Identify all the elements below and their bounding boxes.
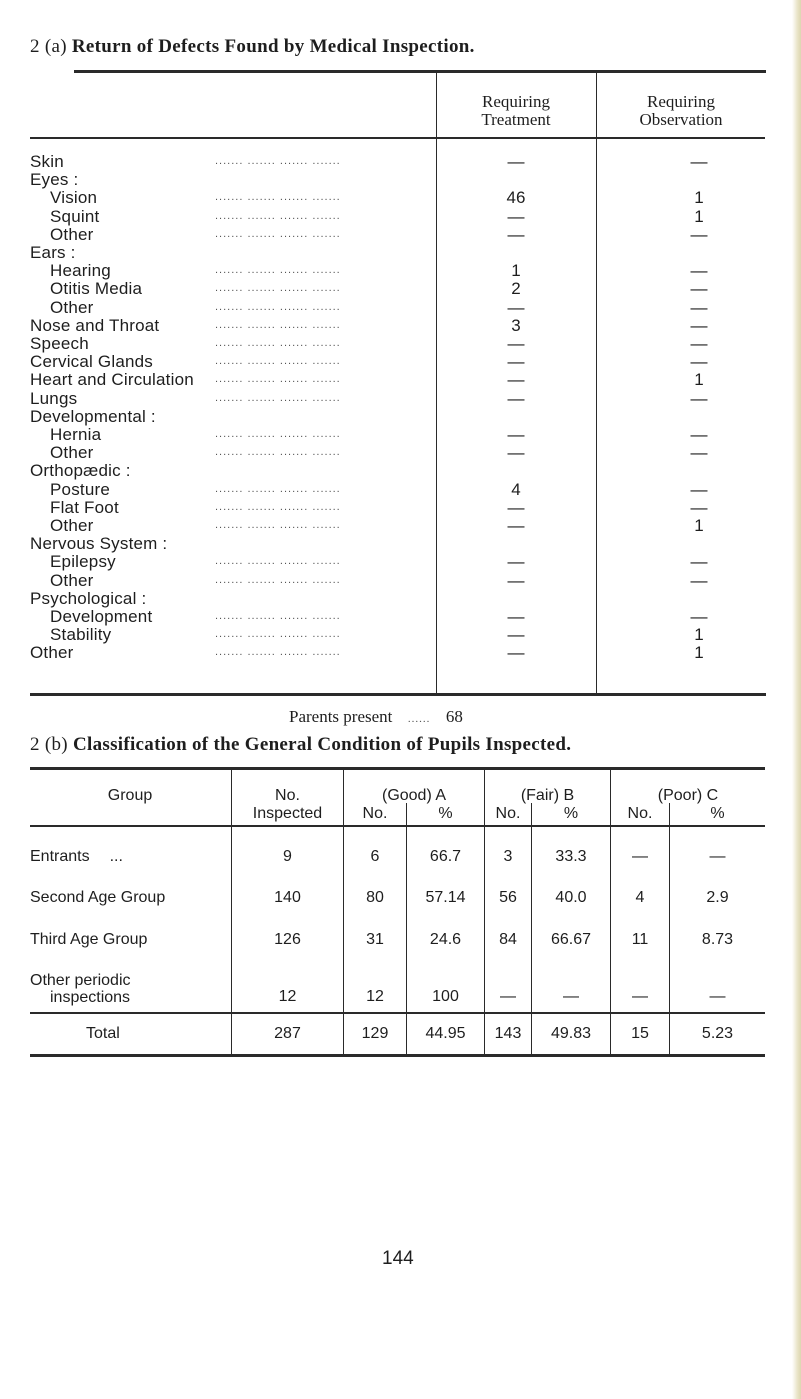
cell-b-no: — (500, 988, 516, 1005)
requiring-observation-value: — (690, 334, 708, 353)
defect-label: Other (50, 443, 94, 463)
total-a-no: 129 (361, 1025, 389, 1042)
table-b-total-rule (30, 1012, 765, 1014)
header-a-no: No. (362, 805, 388, 822)
page-number: 144 (382, 1248, 414, 1269)
requiring-treatment-value: — (507, 370, 525, 390)
header-b-no: No. (495, 805, 521, 822)
col-header-treatment-line1: Requiring (482, 92, 550, 111)
leader-dots: ....... ....... ....... ....... (215, 428, 341, 440)
defect-label: Eyes : (30, 170, 79, 190)
group-name (30, 972, 131, 1006)
leader-dots: ....... ....... ....... ....... (215, 191, 341, 204)
defect-label: Nervous System : (30, 534, 168, 554)
cell-a-pct: 66.7 (429, 848, 462, 865)
requiring-treatment-value: 1 (511, 261, 521, 281)
leader-dots: ....... ....... ....... ....... (215, 628, 341, 641)
section-b-heading (30, 734, 571, 756)
leader-dots: ....... ....... ....... ....... (215, 482, 341, 495)
table-a-bottom-rule (30, 693, 766, 696)
defect-label: Other (50, 516, 94, 535)
requiring-observation-value: — (690, 443, 708, 463)
parents-present-value: 68 (445, 707, 463, 726)
requiring-observation-value: 1 (694, 516, 704, 535)
col-header-observation-line2: Observation (639, 110, 723, 129)
defect-label: Other (50, 224, 94, 244)
requiring-observation-value: 1 (694, 643, 704, 663)
requiring-observation-value: 1 (694, 206, 704, 226)
requiring-observation-value: — (690, 552, 708, 572)
requiring-treatment-value: — (507, 352, 525, 372)
leader-dots: ....... ....... ....... ....... (215, 264, 341, 277)
section-b-title: Classification of the General Condition of Pupils Inspected. (72, 734, 572, 755)
cell-b-no: 84 (499, 931, 517, 948)
table-b-subdivider-c (669, 803, 670, 1055)
header-inspected (232, 787, 343, 823)
requiring-treatment-value: — (507, 570, 525, 590)
leader-dots: ....... ....... ....... ....... (215, 446, 341, 459)
table-b-bottom-rule (30, 1054, 765, 1057)
defect-label: Ears : (30, 243, 76, 262)
cell-a-pct: 24.6 (429, 931, 462, 948)
requiring-observation-value: 1 (694, 370, 704, 390)
cell-a-pct: 100 (432, 988, 459, 1005)
total-a-pct: 44.95 (425, 1025, 466, 1042)
cell-c-no: — (632, 848, 648, 865)
requiring-observation-value: — (690, 224, 708, 244)
requiring-observation-value: — (690, 279, 708, 299)
header-c-pct: % (710, 805, 725, 822)
cell-c-pct: 8.73 (701, 931, 734, 948)
requiring-treatment-value: — (507, 224, 525, 244)
total-inspected: 287 (274, 1025, 301, 1042)
cell-a-no: 31 (366, 931, 384, 948)
requiring-treatment-value: — (507, 516, 525, 535)
leader-dots: ....... ....... ....... ....... (215, 373, 341, 386)
defect-label: Other (50, 297, 94, 317)
defect-label: Squint (50, 206, 100, 226)
group-name-part: Other periodic (30, 972, 131, 989)
group-name-part: ... (109, 848, 123, 865)
table-a-header-rule (30, 137, 765, 139)
table-b-header-rule (30, 825, 765, 827)
defect-label: Heart and Circulation (30, 370, 194, 390)
leader-dots: ....... ....... ....... ....... (215, 646, 341, 659)
page-edge (792, 0, 801, 1399)
group-name (30, 889, 165, 906)
defect-label: Lungs (30, 388, 78, 408)
requiring-observation-value: — (690, 607, 708, 626)
leader-dots: ....... ....... ....... ....... (215, 209, 341, 222)
requiring-treatment-value: 46 (506, 188, 526, 208)
table-a-divider-1 (436, 72, 437, 694)
requiring-treatment-value: — (507, 297, 525, 317)
defect-label: Cervical Glands (30, 352, 153, 372)
leader-dots: ....... ....... ....... ....... (215, 355, 341, 368)
cell-a-no: 6 (370, 848, 380, 865)
header-group: Group (107, 787, 153, 804)
requiring-observation-value: — (690, 479, 708, 499)
total-label: Total (86, 1025, 120, 1042)
table-a-divider-2 (596, 72, 597, 694)
header-fair: (Fair) B (520, 787, 575, 804)
leader-dots: ....... ....... ....... ....... (215, 573, 341, 586)
defect-label: Nose and Throat (30, 315, 160, 335)
requiring-treatment-value: — (507, 625, 525, 645)
header-b-pct: % (563, 805, 579, 822)
leader-dots: ....... ....... ....... ....... (215, 227, 341, 240)
requiring-treatment-value: 2 (511, 279, 521, 299)
requiring-treatment-value: — (507, 425, 525, 444)
total-c-no: 15 (631, 1025, 649, 1042)
col-header-treatment-line2: Treatment (481, 110, 551, 129)
header-good: (Good) A (381, 787, 447, 804)
defect-label: Flat Foot (50, 497, 119, 517)
defect-label: Speech (30, 334, 89, 353)
cell-inspected: 12 (278, 988, 297, 1005)
requiring-observation-value: — (690, 152, 708, 171)
parents-present-label: Parents present (289, 707, 393, 726)
defect-label: Other (30, 643, 74, 663)
section-a-number: 2 (a) (30, 36, 67, 57)
col-header-treatment (436, 93, 596, 129)
defect-label: Skin (30, 152, 64, 171)
cell-b-pct: 66.67 (550, 931, 592, 948)
cell-b-no: 3 (503, 848, 513, 865)
leader-dots: ....... ....... ....... ....... (215, 155, 341, 167)
cell-c-no: — (632, 988, 648, 1005)
cell-inspected: 126 (274, 931, 301, 948)
requiring-observation-value: — (690, 297, 708, 317)
group-name-part: Second Age Group (30, 889, 166, 906)
cell-b-pct: — (563, 988, 579, 1005)
cell-c-pct: — (709, 988, 726, 1005)
leader-dots: ...... (396, 713, 442, 725)
requiring-observation-value: — (690, 352, 708, 372)
defect-label: Other (50, 570, 94, 590)
cell-a-pct: 57.14 (425, 889, 466, 906)
leader-dots: ....... ....... ....... ....... (215, 318, 341, 331)
requiring-treatment-value: 3 (511, 315, 521, 335)
section-b-number: 2 (b) (30, 734, 68, 755)
group-name-part: Entrants (30, 848, 90, 865)
requiring-treatment-value: — (507, 152, 525, 171)
cell-c-no: 11 (631, 931, 649, 948)
col-header-observation-line1: Requiring (647, 92, 715, 111)
table-b-subdivider-a (406, 803, 407, 1055)
defect-label: Psychological : (30, 588, 147, 608)
total-b-pct: 49.83 (550, 1025, 592, 1042)
table-a-top-rule (74, 70, 766, 73)
requiring-observation-value: 1 (694, 188, 704, 208)
table-b-top-rule (30, 767, 765, 770)
defect-label: Posture (50, 479, 110, 499)
group-name (30, 931, 147, 948)
requiring-treatment-value: — (507, 497, 525, 517)
section-a-heading (30, 36, 475, 58)
cell-inspected: 9 (283, 848, 292, 865)
cell-b-pct: 33.3 (555, 848, 587, 865)
cell-b-pct: 40.0 (555, 889, 587, 906)
requiring-treatment-value: — (507, 552, 525, 572)
defect-label: Hernia (50, 425, 102, 444)
defect-label: Developmental : (30, 406, 156, 426)
leader-dots: ....... ....... ....... ....... (215, 500, 341, 513)
header-inspected-line1: No. (275, 787, 300, 804)
defect-label: Vision (50, 188, 98, 208)
leader-dots: ....... ....... ....... ....... (215, 610, 341, 622)
group-name (30, 848, 123, 865)
total-c-pct: 5.23 (701, 1025, 734, 1042)
requiring-observation-value: — (690, 315, 708, 335)
defect-label: Stability (50, 625, 112, 645)
defect-label: Epilepsy (50, 552, 116, 572)
requiring-observation-value: — (690, 261, 708, 281)
requiring-treatment-value: — (507, 607, 525, 626)
requiring-observation-value: — (690, 425, 708, 444)
requiring-treatment-value: — (507, 443, 525, 463)
defect-label: Development (50, 607, 153, 626)
requiring-observation-value: — (690, 570, 708, 590)
cell-c-no: 4 (635, 889, 645, 906)
header-inspected-line2: Inspected (252, 805, 323, 822)
requiring-treatment-value: — (507, 388, 525, 408)
requiring-treatment-value: — (507, 206, 525, 226)
leader-dots: ....... ....... ....... ....... (215, 337, 341, 349)
leader-dots: ....... ....... ....... ....... (215, 300, 341, 313)
requiring-observation-value: — (690, 497, 708, 517)
requiring-treatment-value: — (507, 643, 525, 663)
defect-label: Hearing (50, 261, 111, 281)
header-c-no: No. (627, 805, 653, 822)
leader-dots: ....... ....... ....... ....... (215, 282, 341, 295)
section-a-title: Return of Defects Found by Medical Inspection. (71, 36, 475, 57)
cell-b-no: 56 (499, 889, 517, 906)
header-a-pct: % (438, 805, 453, 822)
total-b-no: 143 (494, 1025, 522, 1042)
requiring-treatment-value: — (507, 334, 525, 353)
header-poor: (Poor) C (657, 787, 719, 804)
cell-a-no: 12 (366, 988, 384, 1005)
group-name-part: inspections (50, 989, 131, 1006)
cell-inspected: 140 (274, 889, 301, 906)
defect-label: Otitis Media (50, 279, 143, 299)
defect-label: Orthopædic : (30, 461, 131, 481)
cell-a-no: 80 (366, 889, 384, 906)
leader-dots: ....... ....... ....... ....... (215, 555, 341, 568)
requiring-observation-value: — (690, 388, 708, 408)
leader-dots: ....... ....... ....... ....... (215, 391, 341, 404)
group-name-part: Third Age Group (30, 931, 148, 948)
requiring-observation-value: 1 (694, 625, 704, 645)
parents-present (289, 707, 463, 727)
col-header-observation (596, 93, 766, 129)
cell-c-pct: 2.9 (706, 889, 729, 906)
requiring-treatment-value: 4 (511, 479, 521, 499)
cell-c-pct: — (709, 848, 726, 865)
leader-dots: ....... ....... ....... ....... (215, 519, 341, 531)
table-b-subdivider-b (531, 803, 532, 1055)
